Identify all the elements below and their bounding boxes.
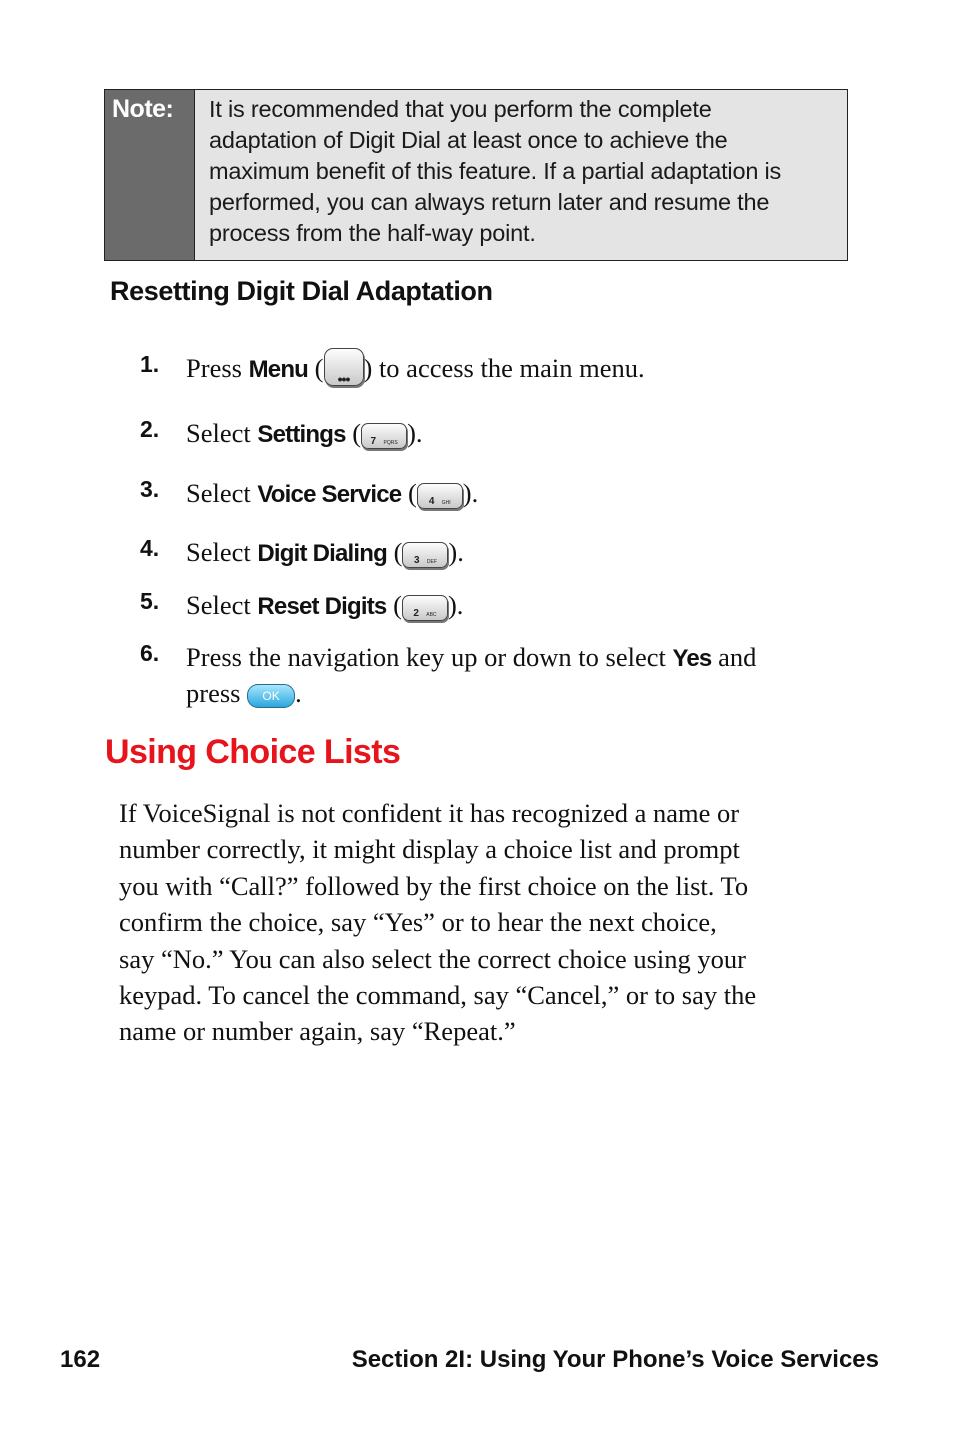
step-text-before: Select <box>186 590 258 620</box>
key-letters: ABC <box>426 611 437 618</box>
step-text-before: Press <box>186 353 249 383</box>
body-line: say “No.” You can also select the correct choice using your <box>119 943 746 974</box>
note-line: process from the half-way point. <box>209 220 536 246</box>
step-text-after: ). <box>447 590 464 620</box>
note-line: performed, you can always return later and resume the <box>209 189 770 215</box>
note-text <box>194 90 847 260</box>
body-line: you with “Call?” followed by the first choice on the list. To <box>119 870 749 901</box>
step-text-after: ) to access the main menu. <box>363 353 645 383</box>
note-label: Note: <box>105 90 194 260</box>
step-text <box>186 347 645 391</box>
key-number: 3 <box>413 554 420 566</box>
step-paren: ( <box>401 478 417 508</box>
note-box <box>104 89 848 261</box>
step-text-before: Select <box>186 537 258 567</box>
step-keyword: Reset Digits <box>257 593 387 620</box>
step-text-before: Select <box>186 478 258 508</box>
section-title: Using Choice Lists <box>105 733 401 771</box>
step-text-after: ). <box>407 418 423 448</box>
key-letters: DEF <box>426 558 437 565</box>
body-line: If VoiceSignal is not confident it has recognized a name or <box>119 798 740 828</box>
step-number: 6. <box>140 640 160 666</box>
body-line: keypad. To cancel the command, say “Cancel,” or to say the <box>119 980 757 1011</box>
body-line: number correctly, it might display a choice list and prompt <box>119 834 740 865</box>
step-number: 4. <box>140 535 160 561</box>
key-3-icon <box>402 542 448 568</box>
note-line: adaptation of Digit Dial at least once to achieve the <box>209 127 728 153</box>
footer-section-title: Section 2I: Using Your Phone’s Voice Services <box>351 1346 879 1373</box>
note-line: maximum benefit of this feature. If a partial adaptation is <box>209 158 782 184</box>
key-4-icon <box>417 483 463 509</box>
subheading: Resetting Digit Dial Adaptation <box>110 276 493 306</box>
key-letters: GHI <box>441 499 451 506</box>
step-text-before: press <box>186 678 248 708</box>
step-text-before: Select <box>186 418 258 448</box>
step-text <box>186 472 478 516</box>
page-number: 162 <box>60 1346 101 1373</box>
step-number: 1. <box>140 351 160 377</box>
step-text <box>186 412 423 456</box>
step-paren: ( <box>386 537 403 567</box>
step-keyword: Voice Service <box>257 481 402 508</box>
step-keyword: Digit Dialing <box>257 540 387 567</box>
ok-key-icon: OK <box>247 684 295 708</box>
key-2-icon <box>402 595 448 621</box>
step-text-before: Press the navigation key up or down to select <box>186 642 673 672</box>
step-text-after: ). <box>462 478 479 508</box>
step-text-after: . <box>295 678 302 708</box>
step-paren: ( <box>345 418 362 448</box>
key-number: 7 <box>370 435 377 447</box>
step-number: 5. <box>140 588 160 614</box>
step-paren: ( <box>386 590 402 620</box>
menu-key-icon <box>324 348 364 386</box>
step-keyword: Yes <box>672 645 712 672</box>
key-7-icon <box>361 423 407 449</box>
key-glyph: ••• <box>337 370 350 387</box>
step-paren: ( <box>308 353 324 383</box>
step-text <box>186 584 463 628</box>
step-text-after: ). <box>448 537 464 567</box>
body-paragraph <box>119 795 864 1050</box>
step-keyword: Menu <box>248 356 309 383</box>
step-number: 2. <box>140 416 160 442</box>
step-number: 3. <box>140 476 160 502</box>
step-keyword: Settings <box>257 421 346 448</box>
key-number: 4 <box>428 495 435 507</box>
body-line: name or number again, say “Repeat.” <box>119 1016 516 1047</box>
key-number: 2 <box>413 607 419 619</box>
step-6-continuation <box>186 672 302 714</box>
body-line: confirm the choice, say “Yes” or to hear the next choice, <box>119 907 717 938</box>
step-text-after: and <box>711 642 757 672</box>
step-text <box>186 531 464 575</box>
note-line: It is recommended that you perform the complete <box>209 96 712 122</box>
key-letters: PQRS <box>383 439 398 446</box>
